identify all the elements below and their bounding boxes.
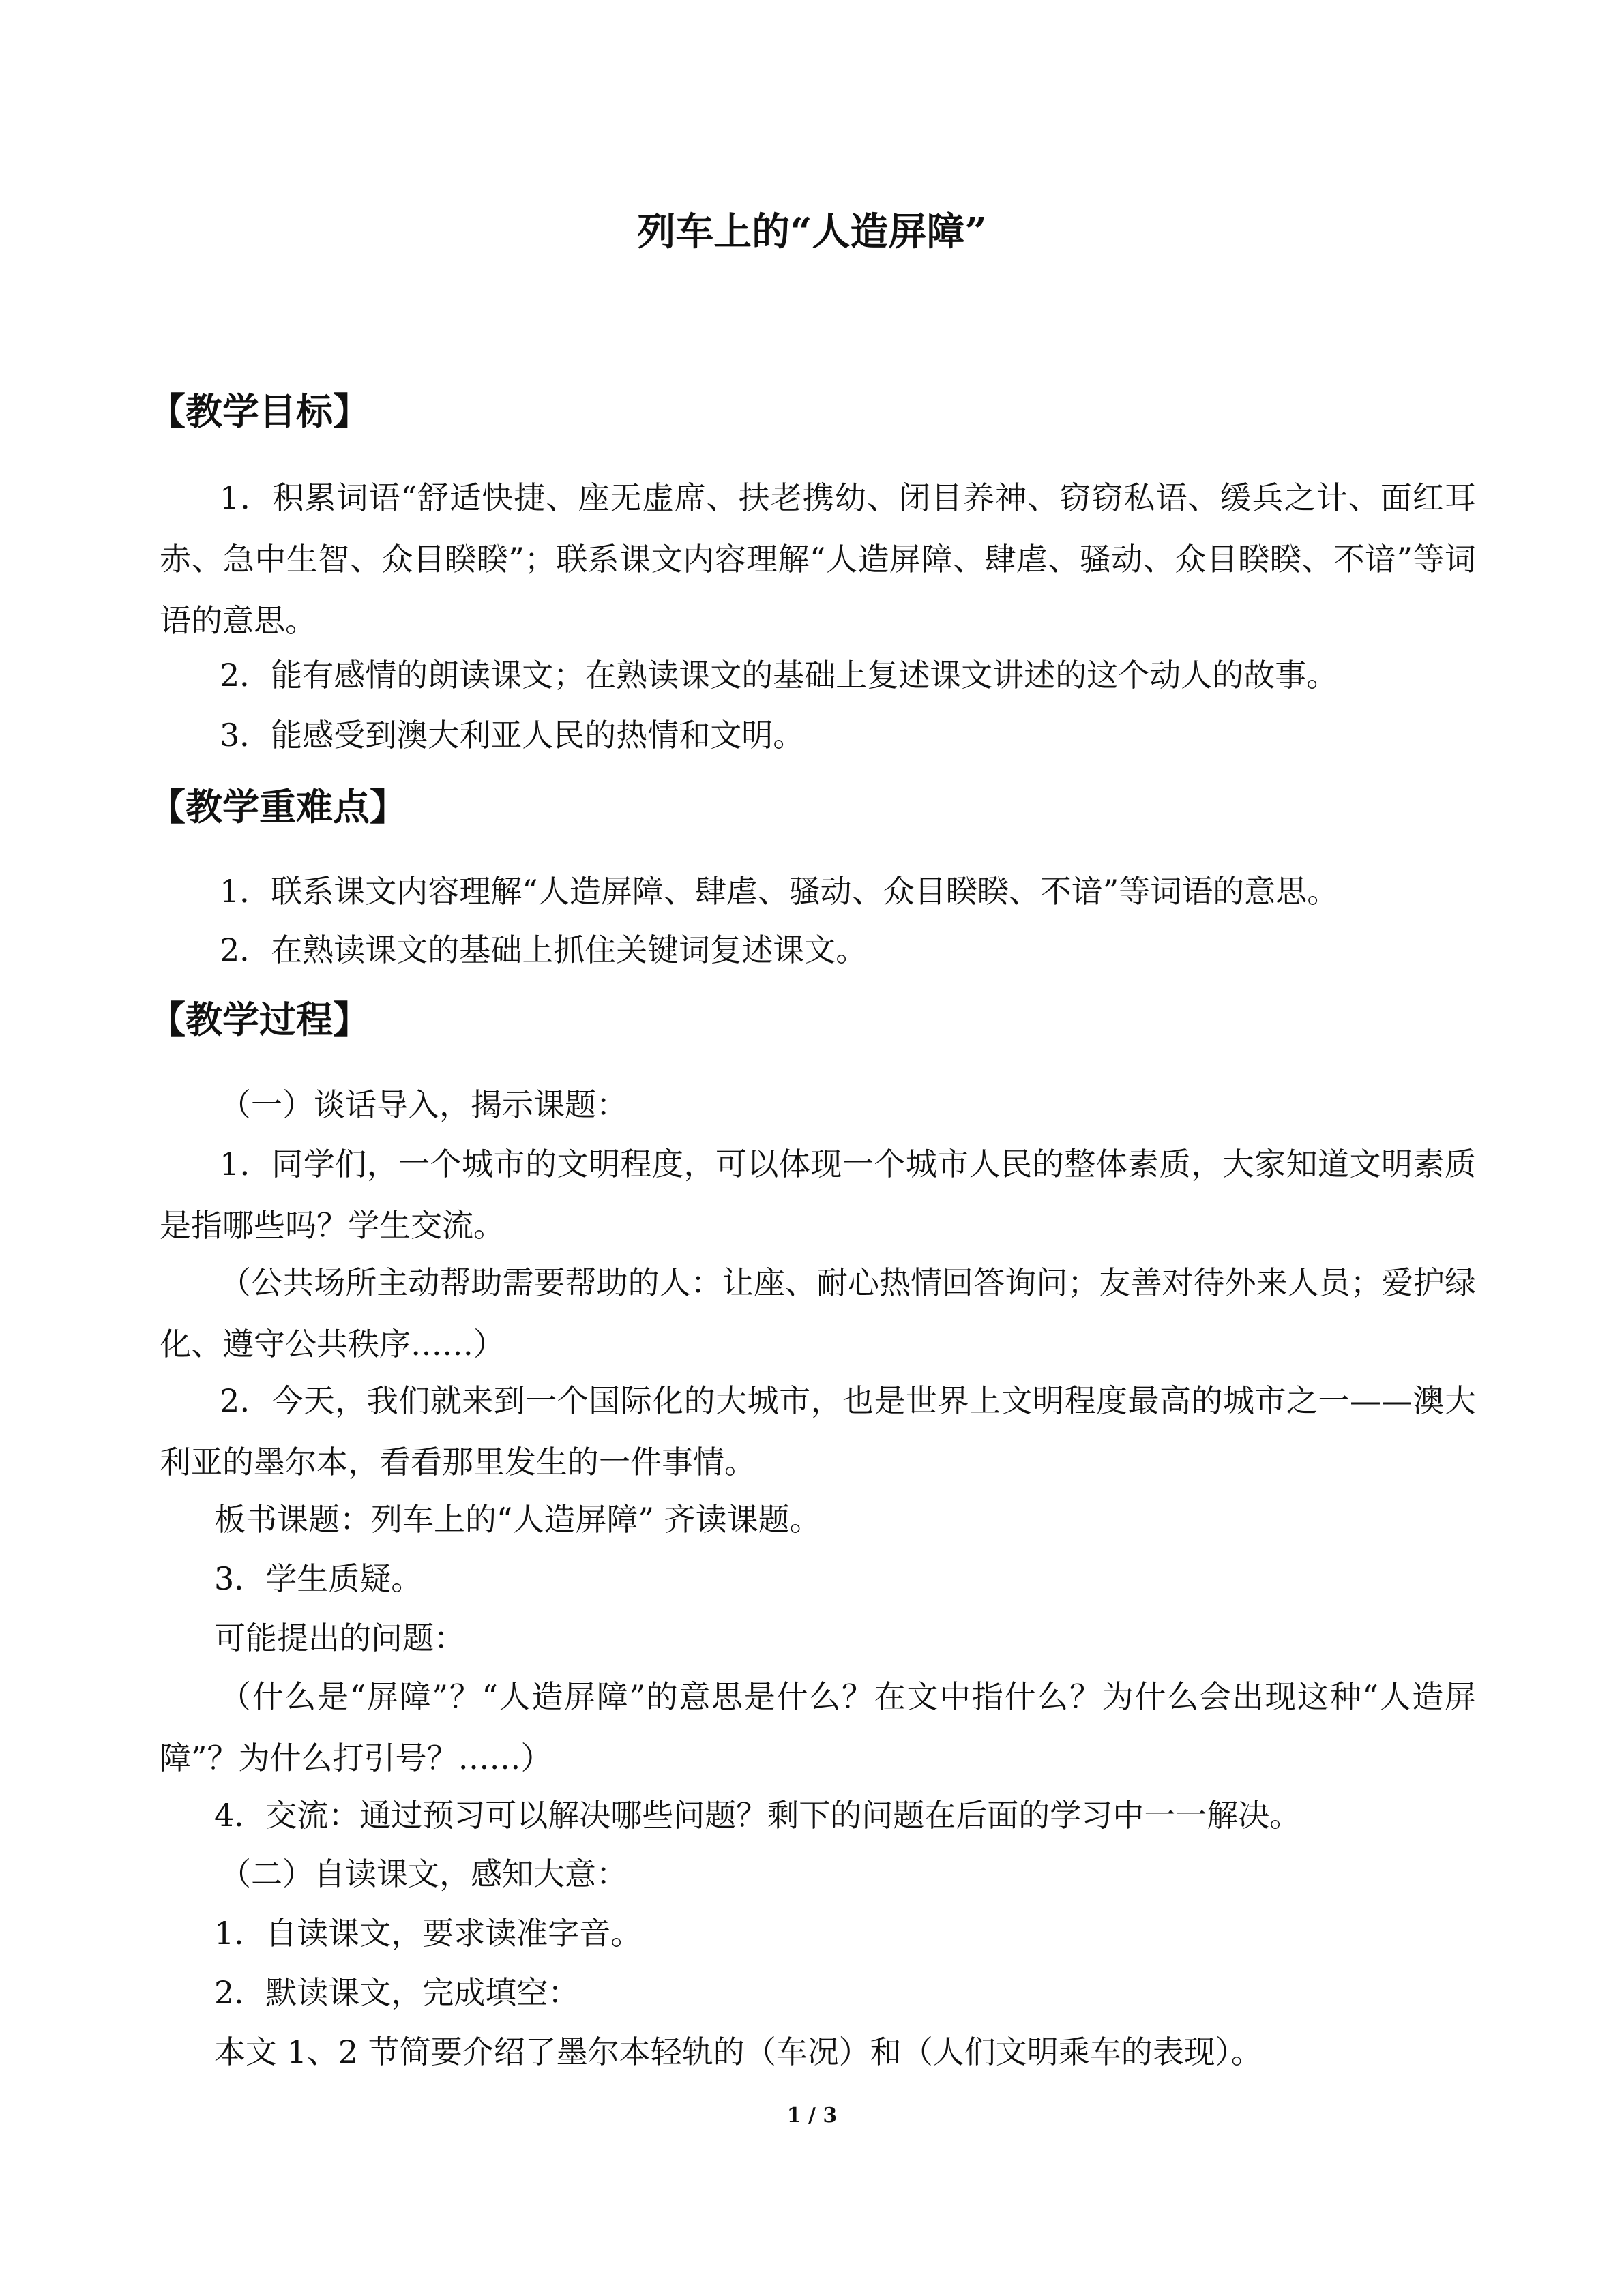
process-item-13: 本文 1、2 节简要介绍了墨尔本轻轨的（车况）和（人们文明乘车的表现）。 [214,2033,1263,2070]
process-item-10: （二）自读课文，感知大意： [220,1855,628,1892]
process-item-4: 2．今天，我们就来到一个国际化的大城市，也是世界上文明程度最高的城市之一——澳大利亚的墨尔本，看看那里发生的一件事情。 [160,1382,1476,1480]
process-item-11: 1．自读课文，要求读准字音。 [214,1915,643,1952]
process-item-7: 可能提出的问题： [214,1620,465,1656]
process-item-6: 3．学生质疑。 [214,1560,423,1597]
process-item-5: 板书课题：列车上的“人造屏障” 齐读课题。 [214,1501,821,1538]
section-heading-keypoints: 【教学重难点】 [149,785,407,829]
goal-item-1: 1．积累词语“舒适快捷、座无虚席、扶老携幼、闭目养神、窃窃私语、缓兵之计、面红耳赤、急中生智、众目睽睽”；联系课文内容理解“人造屏障、肆虐、骚动、众目睽睽、不谙”等词语的意思。 [160,479,1476,639]
section-heading-process: 【教学过程】 [149,998,370,1041]
process-item-12: 2．默读课文，完成填空： [214,1974,580,2011]
section-heading-goals: 【教学目标】 [149,389,370,433]
process-item-9: 4．交流：通过预习可以解决哪些问题？剩下的问题在后面的学习中一一解决。 [214,1797,1301,1834]
goal-item-2: 2．能有感情的朗读课文；在熟读课文的基础上复述课文讲述的这个动人的故事。 [220,657,1338,694]
document-title: 列车上的“人造屏障” [637,209,987,254]
process-item-8: （什么是“屏障”？“人造屏障”的意思是什么？在文中指什么？为什么会出现这种“人造屏障”？为什么打引号？……） [160,1678,1476,1776]
keypoint-item-1: 1．联系课文内容理解“人造屏障、肆虐、骚动、众目睽睽、不谙”等词语的意思。 [220,873,1339,910]
keypoint-item-2: 2．在熟读课文的基础上抓住关键词复述课文。 [220,931,868,968]
process-item-1: （一）谈话导入，揭示课题： [220,1086,628,1123]
process-item-2: 1．同学们，一个城市的文明程度，可以体现一个城市人民的整体素质，大家知道文明素质是指哪些吗？学生交流。 [160,1146,1476,1244]
process-item-3: （公共场所主动帮助需要帮助的人：让座、耐心热情回答询问；友善对待外来人员；爱护绿化、遵守公共秩序……） [160,1264,1476,1362]
page-indicator: 1 / 3 [786,2104,838,2128]
goal-item-3: 3．能感受到澳大利亚人民的热情和文明。 [220,717,805,754]
